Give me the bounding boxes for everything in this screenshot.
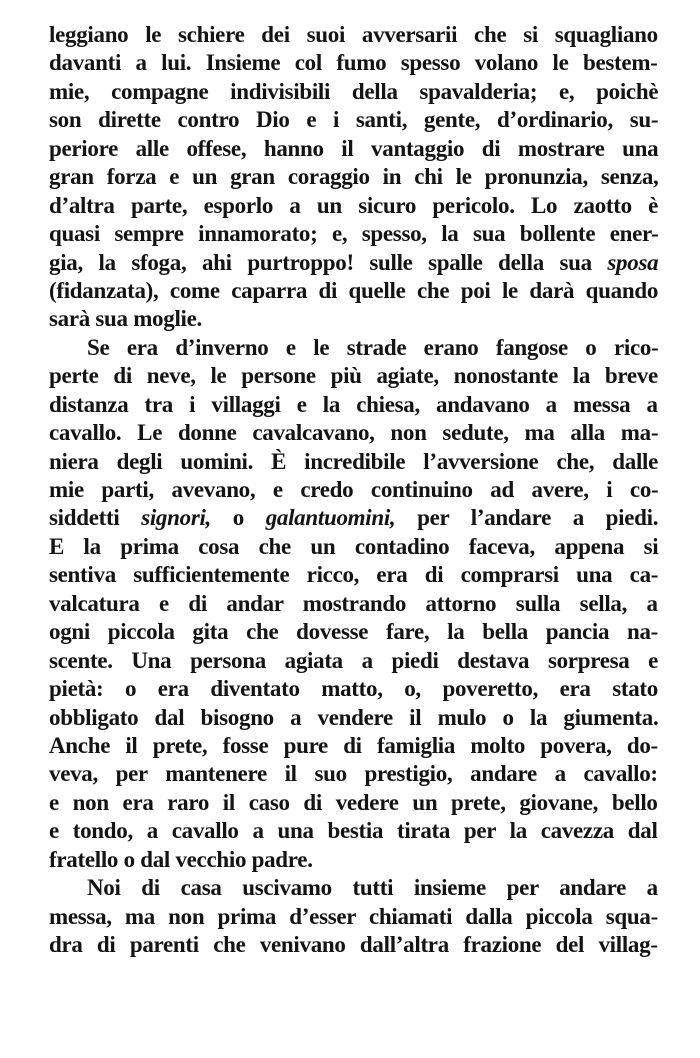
text-run: pietà: o era diventato matto, o, poveretto, era stato [49,676,658,702]
text-run: cavallo. Le donne cavalcavano, non sedute, ma alla ma- [49,420,659,446]
text-line [49,846,658,874]
text-run: dra di parenti che venivano dall’altra frazione del villag- [49,932,658,957]
text-run: mie, compagne indivisibili della spavalderia; e, poichè [49,78,659,104]
text-run: quasi sempre innamorato; e, spesso, la sua bollente ener- [49,221,659,247]
text-line [49,903,658,931]
italic-text-run: sposa [607,249,659,275]
paragraph [49,334,658,874]
text-line [49,163,658,191]
text-line [49,789,658,817]
text-run: o [211,505,266,531]
text-line [49,305,658,333]
text-run: gran forza e un gran coraggio in chi le pronunzia, senza, [49,164,659,190]
text-line [49,362,658,390]
text-run: (fidanzata), come caparra di quelle che poi le darà quando [49,277,659,303]
text-run: gia, la sfoga, ahi purtroppo! sulle spalle della sua [49,249,608,275]
text-run: e tondo, a cavallo a una bestia tirata per la cavezza dal [49,818,658,844]
text-run: sarà sua moglie. [49,306,202,332]
text-line [49,675,658,703]
text-run: periore alle offese, hanno il vantaggio di mostrare una [49,135,659,161]
text-line [49,590,658,618]
text-run: distanza tra i villaggi e la chiesa, andavano a messa a [49,391,658,417]
text-run: mie parti, avevano, e credo continuino ad avere, i co- [49,477,659,502]
text-line [49,106,658,134]
text-run: obbligato dal bisogno a vendere il mulo o la giumenta. [49,704,659,730]
text-run: fratello o dal vecchio padre. [49,846,313,872]
text-line [49,504,658,532]
text-run: sentiva sufficientemente ricco, era di comprarsi una ca- [49,562,659,588]
text-line [49,874,658,902]
text-line [49,192,658,220]
text-run: E la prima cosa che un contadino faceva, appena si [49,533,659,559]
text-line [49,78,658,106]
text-line [49,391,658,419]
text-line [49,49,658,77]
text-line [49,277,658,305]
text-run: scente. Una persona agiata a piedi destava sorpresa e [49,647,659,673]
text-run: leggiano le schiere dei suoi avversarii che si squagliano [49,22,658,47]
text-line [49,732,658,760]
text-line [49,533,658,561]
text-run: veva, per mantenere il suo prestigio, andare a cavallo: [49,761,658,787]
text-run: ogni piccola gita che dovesse fare, la bella pancia na- [49,619,659,645]
text-line [49,561,658,589]
text-run: son dirette contro Dio e i santi, gente, d’ordinario, su- [49,107,659,133]
text-run: per l’andare a piedi. [395,505,659,531]
text-line [49,618,658,646]
text-line [49,704,658,732]
text-run: Anche il prete, fosse pure di famiglia molto povera, do- [49,732,658,758]
text-line [49,220,658,248]
paragraph [49,21,658,334]
book-page [49,21,658,959]
text-line [49,249,658,277]
text-run: d’altra parte, esporlo a un sicuro pericolo. Lo zaotto è [49,192,659,218]
text-line [49,334,658,362]
text-line [49,476,658,504]
text-run: Noi di casa uscivamo tutti insieme per andare a [87,875,658,901]
text-run: siddetti [49,505,142,531]
text-run: Se era d’inverno e le strade erano fangose o rico- [87,334,659,360]
text-line [49,21,658,49]
italic-text-run: galantuomini, [265,505,396,531]
text-line [49,419,658,447]
text-line [49,931,658,959]
text-run: perte di neve, le persone più agiate, nonostante la breve [49,363,658,389]
italic-text-run: signori, [141,505,212,531]
text-line [49,448,658,476]
text-run: e non era raro il caso di vedere un prete, giovane, bello [49,789,658,815]
text-run: niera degli uomini. È incredibile l’avversione che, dalle [49,448,659,474]
text-run: davanti a lui. Insieme col fumo spesso volano le bestem- [49,50,658,76]
text-line [49,760,658,788]
text-line [49,135,658,163]
text-run: messa, ma non prima d’esser chiamati dalla piccola squa- [49,903,658,929]
text-run: valcatura e di andar mostrando attorno sulla sella, a [49,590,658,616]
paragraph [49,874,658,959]
text-line [49,647,658,675]
text-line [49,817,658,845]
